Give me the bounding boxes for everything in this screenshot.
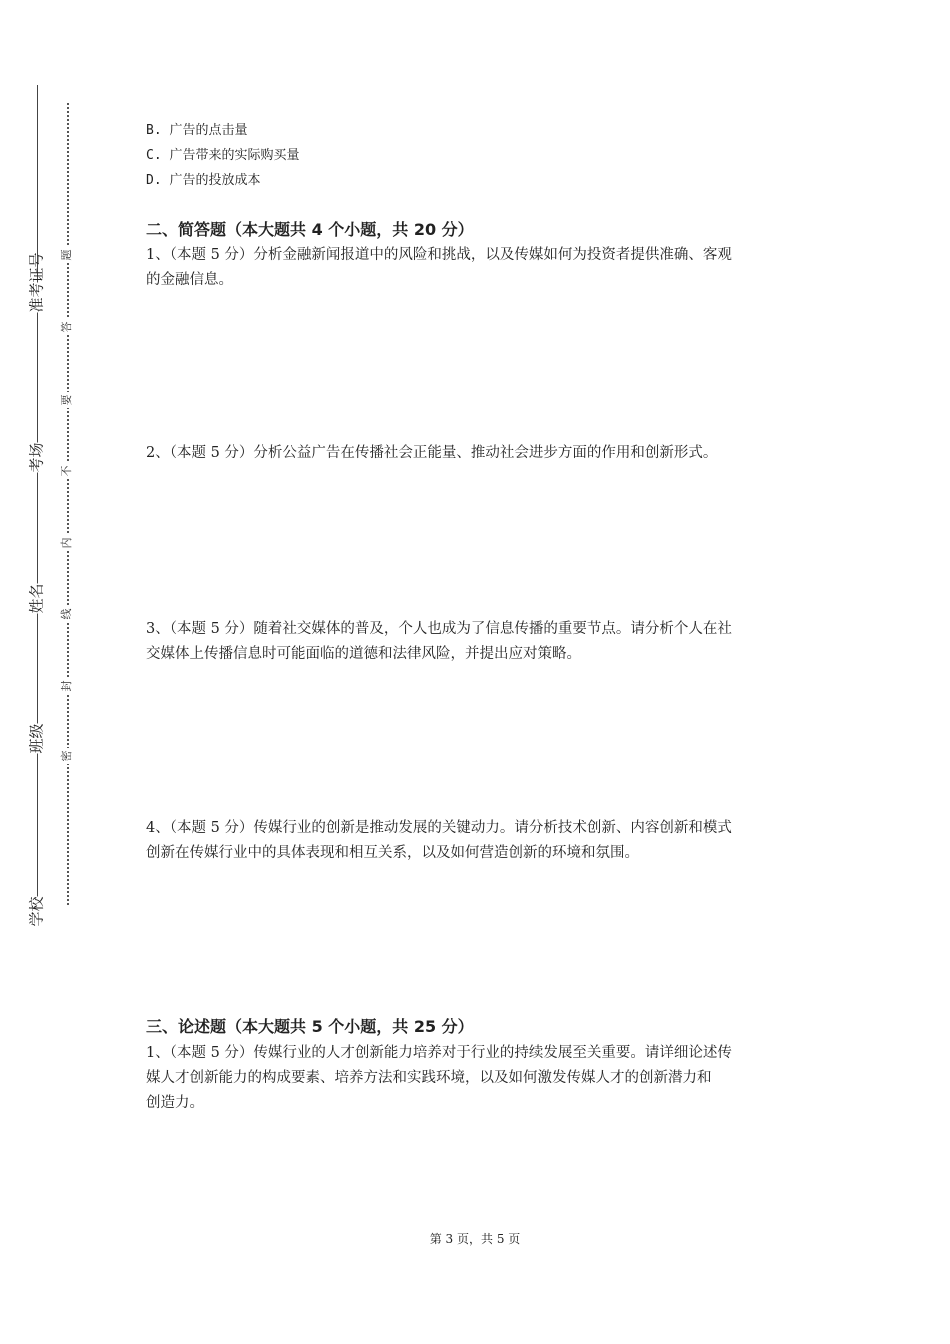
- seal-char: 题: [59, 247, 75, 263]
- question-text: 4、（本题 5 分）传媒行业的创新是推动发展的关键动力。请分析技术创新、内容创新和模式: [146, 820, 732, 836]
- question-text: 2、（本题 5 分）分析公益广告在传播社会正能量、推动社会进步方面的作用和创新形式。: [146, 445, 718, 461]
- field-label-class: 班级: [27, 723, 46, 754]
- question-text: 1、（本题 5 分）传媒行业的人才创新能力培养对于行业的持续发展至关重要。请详细论述传: [146, 1045, 732, 1061]
- question-text: 交媒体上传播信息时可能面临的道德和法律风险，并提出应对策略。: [146, 646, 581, 662]
- field-label-exam-number: 准考证号: [27, 252, 46, 313]
- binding-solid-line: [37, 85, 38, 920]
- question-text: 1、（本题 5 分）分析金融新闻报道中的风险和挑战，以及传媒如何为投资者提供准确、客观: [146, 247, 732, 263]
- question-text: 3、（本题 5 分）随着社交媒体的普及，个人也成为了信息传播的重要节点。请分析个人在社: [146, 621, 732, 637]
- seal-char: 内: [59, 535, 75, 551]
- option-b: B. 广告的点击量: [146, 123, 248, 138]
- seal-char: 答: [59, 319, 75, 335]
- seal-char: 要: [59, 392, 75, 408]
- seal-char: 不: [59, 463, 75, 479]
- question-text: 创造力。: [146, 1095, 204, 1111]
- seal-char: 封: [59, 678, 75, 694]
- section-heading-short-answer: 二、简答题（本大题共 4 个小题，共 20 分）: [146, 220, 474, 239]
- section-heading-essay: 三、论述题（本大题共 5 个小题，共 25 分）: [146, 1017, 474, 1036]
- seal-char: 密: [59, 748, 75, 764]
- seal-char: 线: [59, 606, 75, 622]
- field-label-exam-room: 考场: [27, 442, 46, 473]
- question-text: 创新在传媒行业中的具体表现和相互关系，以及如何营造创新的环境和氛围。: [146, 845, 639, 861]
- option-d: D. 广告的投放成本: [146, 173, 261, 188]
- question-text: 的金融信息。: [146, 272, 233, 288]
- option-c: C. 广告带来的实际购买量: [146, 148, 300, 163]
- field-label-name: 姓名: [27, 583, 46, 614]
- binding-dotted-line: [67, 103, 69, 905]
- page-number: 第 3 页，共 5 页: [429, 1232, 521, 1246]
- question-text: 媒人才创新能力的构成要素、培养方法和实践环境，以及如何激发传媒人才的创新潜力和: [146, 1070, 712, 1086]
- field-label-school: 学校: [27, 896, 46, 927]
